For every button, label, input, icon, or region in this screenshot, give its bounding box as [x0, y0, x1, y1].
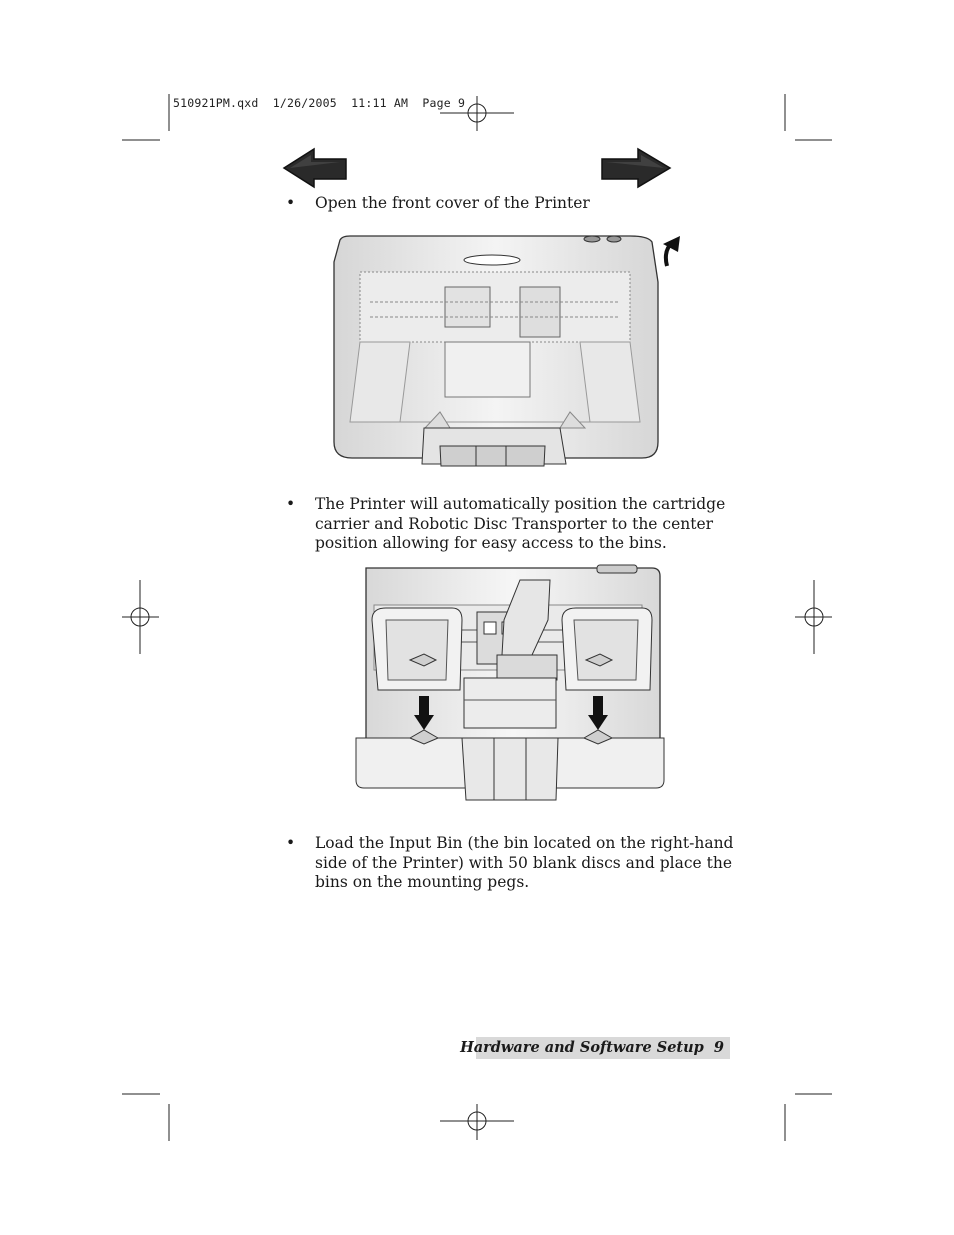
- registration-mark-right: [795, 580, 832, 654]
- print-slug: 510921PM.qxd 1/26/2005 11:11 AM Page 9: [173, 96, 466, 110]
- right-arrow-icon[interactable]: [600, 147, 672, 189]
- footer-bar: [460, 1037, 730, 1059]
- footer-section-title: Hardware and Software Setup: [460, 1039, 704, 1056]
- footer-label: [460, 1039, 724, 1056]
- step-open-cover: Open the front cover of the Printer: [315, 194, 590, 212]
- left-arrow-icon[interactable]: [282, 147, 350, 189]
- bullet-marker: •: [286, 194, 296, 212]
- registration-mark-bottom: [440, 1104, 514, 1140]
- page-number: 9: [713, 1039, 724, 1056]
- bullet-marker: •: [286, 834, 296, 852]
- printer-cover-open-illustration: [330, 232, 690, 472]
- printer-bins-illustration: [352, 560, 668, 802]
- step-auto-position: The Printer will automatically position the cartridge carrier and Robotic Disc Transporter to the center position allowing for easy access to the bins.: [315, 495, 726, 552]
- registration-mark-left: [122, 580, 159, 654]
- bullet-marker: •: [286, 495, 296, 513]
- step-load-input-bin: Load the Input Bin (the bin located on the right-hand side of the Printer) with 50 blank discs and place the bins on the mounting pegs.: [315, 834, 734, 891]
